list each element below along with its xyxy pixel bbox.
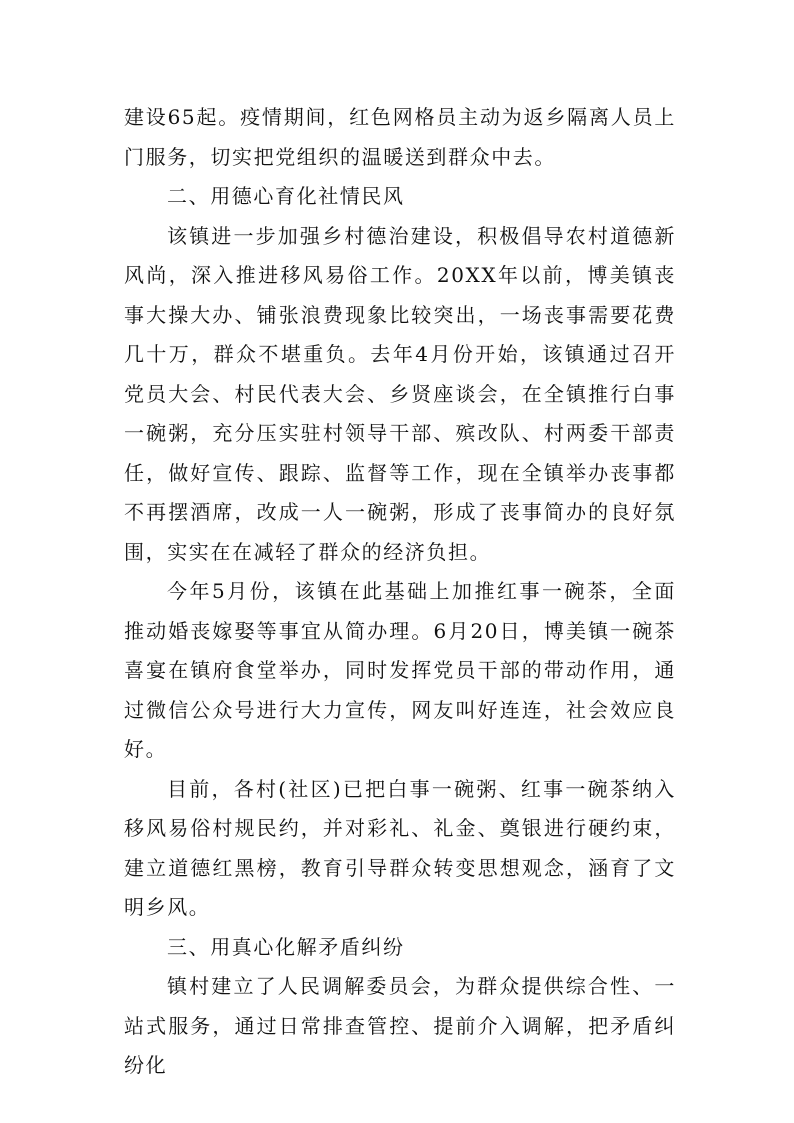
paragraph-continuation: 建设65起。疫情期间，红色网格员主动为返乡隔离人员上门服务，切实把党组织的温暖送到群众中去。 — [124, 105, 676, 169]
document-body — [124, 98, 676, 1086]
section-heading-2: 二、用德心育化社情民风 — [167, 184, 405, 208]
section-heading-3: 三、用真心化解矛盾纠纷 — [167, 934, 405, 959]
paragraph: 今年5月份，该镇在此基础上加推红事一碗茶，全面推动婚丧嫁娶等事宜从简办理。6月20日，博美镇一碗茶喜宴在镇府食堂举办，同时发挥党员干部的带动作用，通过微信公众号进行大力宣传，网友叫好连连，社会效应良好。 — [124, 579, 676, 761]
paragraph: 目前，各村(社区)已把白事一碗粥、红事一碗茶纳入移风易俗村规民约，并对彩礼、礼金、奠银进行硬约束，建立道德红黑榜，教育引导群众转变思想观念，涵育了文明乡风。 — [124, 776, 676, 919]
paragraph: 镇村建立了人民调解委员会，为群众提供综合性、一站式服务，通过日常排查管控、提前介入调解，把矛盾纠纷化 — [124, 974, 676, 1077]
paragraph: 该镇进一步加强乡村德治建设，积极倡导农村道德新风尚，深入推进移风易俗工作。20XX年以前，博美镇丧事大操大办、铺张浪费现象比较突出，一场丧事需要花费几十万，群众不堪重负。去年4月份开始，该镇通过召开党员大会、村民代表大会、乡贤座谈会，在全镇推行白事一碗粥，充分压实驻村领导干部、殡改队、村两委干部责任，做好宣传、跟踪、监督等工作，现在全镇举办丧事都不再摆酒席，改成一人一碗粥，形成了丧事简办的良好氛围，实实在在减轻了群众的经济负担。 — [124, 223, 676, 564]
